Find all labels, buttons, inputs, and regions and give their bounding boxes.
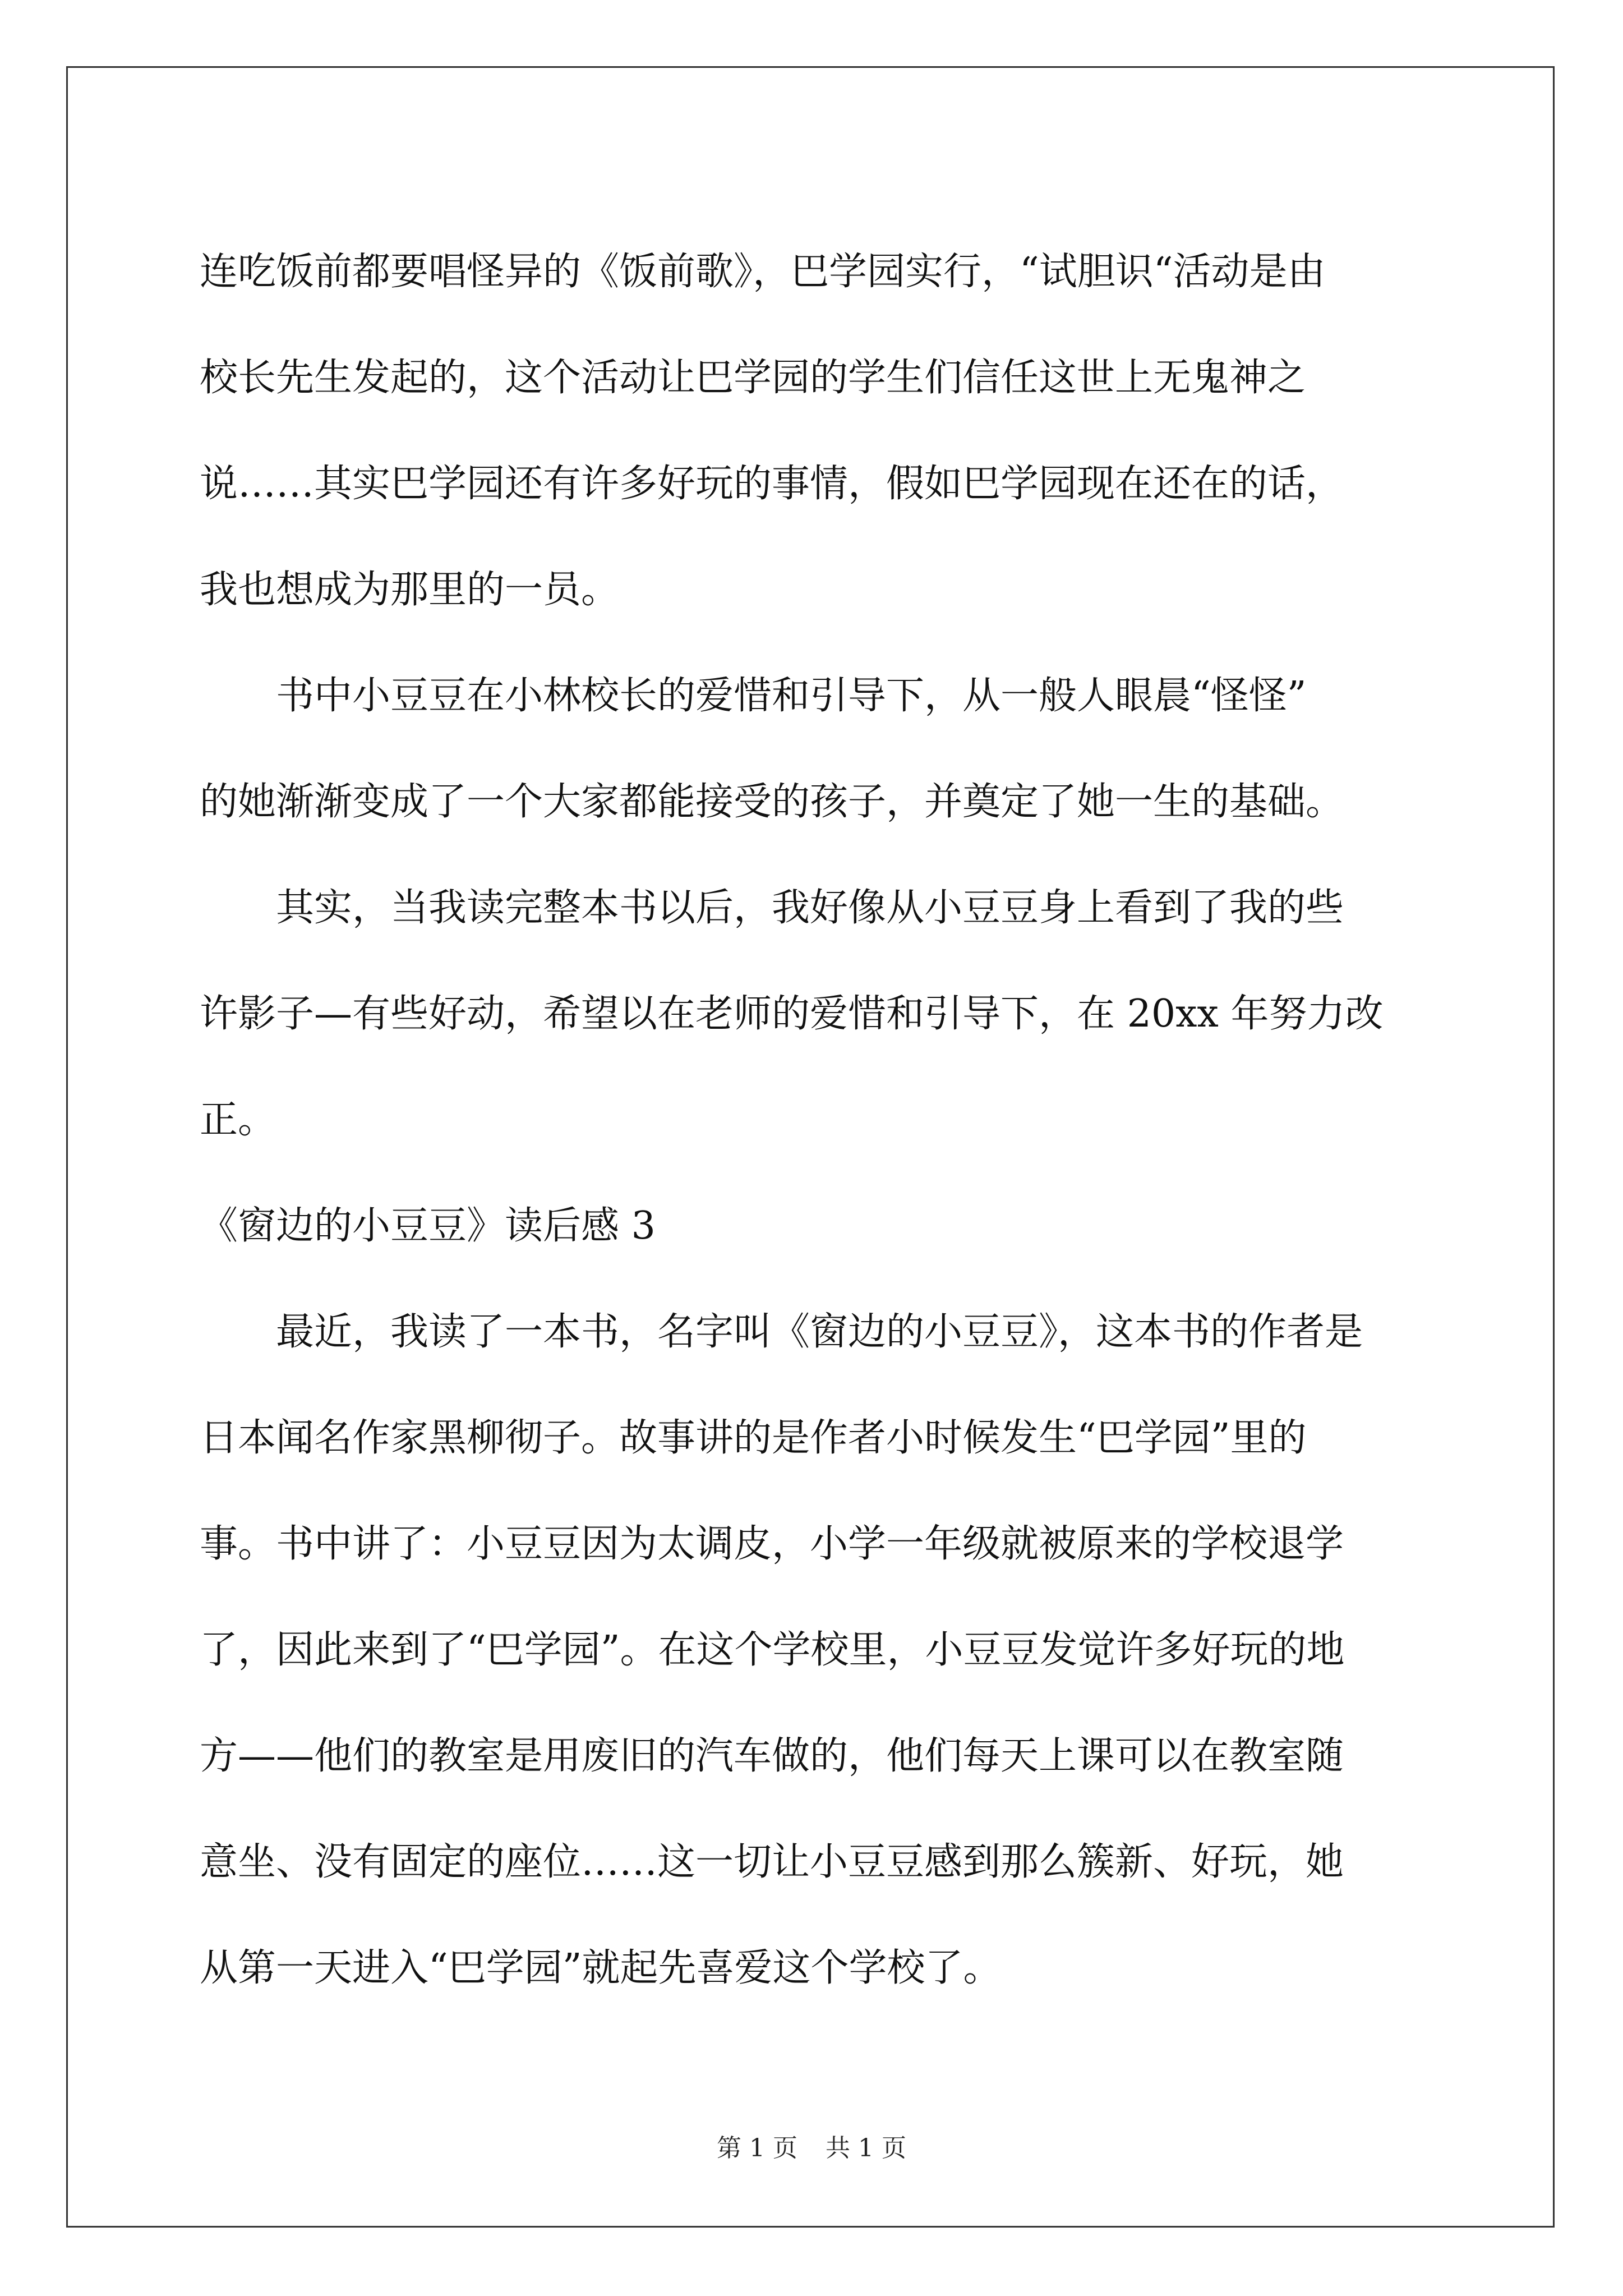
text-line: 从第一天进入“巴学园”就起先喜爱这个学校了。 xyxy=(200,1946,1002,1990)
text-line: 连吃饭前都要唱怪异的《饭前歌》，巴学园实行，“试胆识“活动是由 xyxy=(200,250,1326,294)
text-line: 的她渐渐变成了一个大家都能接受的孩子，并奠定了她一生的基础。 xyxy=(200,780,1344,824)
text-line: 意坐、没有固定的座位……这一切让小豆豆感到那么簇新、好玩，她 xyxy=(200,1840,1344,1884)
text-line: 我也想成为那里的一员。 xyxy=(200,568,620,612)
text-line: 其实，当我读完整本书以后，我好像从小豆豆身上看到了我的些 xyxy=(200,886,1344,930)
section-heading: 《窗边的小豆豆》读后感 3 xyxy=(200,1204,656,1248)
text-line: 正。 xyxy=(200,1098,276,1142)
text-line: 说……其实巴学园还有许多好玩的事情，假如巴学园现在还在的话， xyxy=(200,462,1344,506)
text-line: 最近，我读了一本书，名字叫《窗边的小豆豆》，这本书的作者是 xyxy=(200,1310,1363,1354)
text-line: 校长先生发起的，这个活动让巴学园的学生们信任这世上无鬼神之 xyxy=(200,356,1306,400)
text-line: 书中小豆豆在小林校长的爱惜和引导下，从一般人眼晨“怪怪” xyxy=(200,674,1307,718)
document-body xyxy=(200,219,1422,2021)
page-footer xyxy=(0,2132,1623,2165)
text-line: 许影子—有些好动，希望以在老师的爱惜和引导下，在 20xx 年努力改 xyxy=(200,992,1384,1036)
text-line: 了，因此来到了“巴学园”。在这个学校里，小豆豆发觉许多好玩的地 xyxy=(200,1628,1345,1672)
text-line: 方——他们的教室是用废旧的汽车做的，他们每天上课可以在教室随 xyxy=(200,1734,1344,1778)
page-total: 共 1 页 xyxy=(826,2134,906,2162)
text-line: 日本闻名作家黑柳彻子。故事讲的是作者小时候发生“巴学园”里的 xyxy=(200,1416,1307,1460)
text-line: 事。书中讲了：小豆豆因为太调皮，小学一年级就被原来的学校退学 xyxy=(200,1522,1344,1566)
page-number: 第 1 页 xyxy=(717,2134,797,2162)
